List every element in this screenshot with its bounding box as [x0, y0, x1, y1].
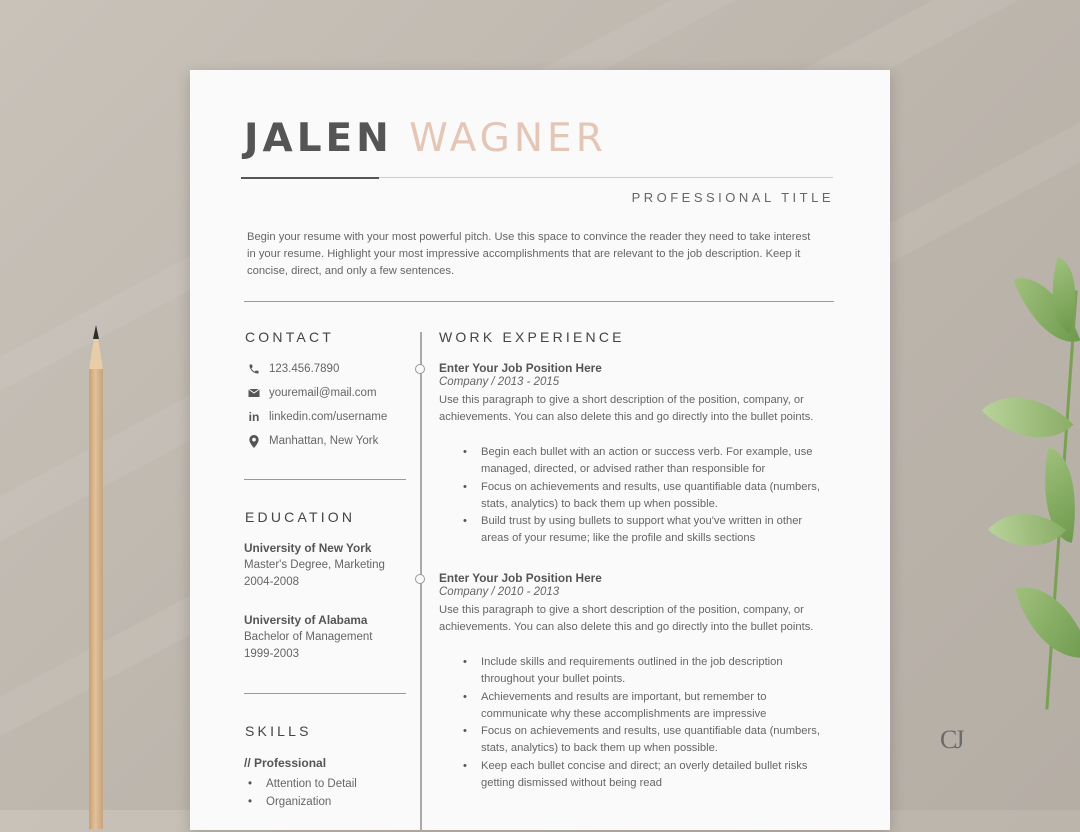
job-title: Enter Your Job Position Here — [439, 571, 602, 585]
job-company: Company / 2013 - 2015 — [439, 376, 560, 388]
job-description: Use this paragraph to give a short description of the position, company, or achievements. You can also delete this and go directly into the bullet points. — [439, 604, 814, 634]
first-name: JALEN — [244, 116, 393, 161]
bullet-item: • Begin each bullet with an action or success verb. For example, use managed, directed, or advised rather than responsible for — [463, 444, 823, 479]
contact-linkedin — [247, 408, 387, 426]
summary-divider — [244, 301, 834, 302]
bullet-item: • Keep each bullet concise and direct; an overly detailed bullet risks getting dismissed without being read — [463, 758, 823, 793]
job-title: Enter Your Job Position Here — [439, 361, 602, 375]
phone-icon — [247, 362, 261, 376]
timeline-dot — [415, 364, 425, 374]
contact-location-text: Manhattan, New York — [269, 435, 379, 447]
bullet-item: • Build trust by using bullets to support what you've written in other areas of your resume; like the profile and skills sections — [463, 513, 823, 548]
contact-email — [247, 384, 377, 402]
contact-email-text: youremail@mail.com — [269, 387, 377, 399]
plant-decoration — [990, 250, 1080, 690]
linkedin-icon: in — [248, 410, 260, 424]
bullet-item: • Include skills and requirements outlined in the job description throughout your bullet points. — [463, 654, 823, 689]
candidate-name — [244, 116, 607, 161]
education-degree: Bachelor of Management — [244, 631, 373, 643]
education-school: University of Alabama — [244, 613, 368, 627]
contact-phone — [247, 360, 339, 378]
location-icon — [247, 434, 261, 448]
bullet-item: • Achievements and results are important, but remember to communicate why these accomplishments are impressive — [463, 689, 823, 724]
contact-location — [247, 432, 378, 450]
job-bullets — [463, 654, 823, 792]
header-rule-dark — [241, 177, 379, 179]
job-company: Company / 2010 - 2013 — [439, 586, 560, 598]
contact-phone-text: 123.456.7890 — [269, 363, 340, 375]
professional-title: PROFESSIONAL TITLE — [631, 190, 834, 205]
job-description: Use this paragraph to give a short description of the position, company, or achievements. You can also delete this and go directly into the bullet points. — [439, 394, 814, 424]
pencil-decoration — [89, 325, 103, 825]
email-icon — [247, 386, 261, 400]
header-rule-accent — [379, 177, 833, 178]
skill-item: • Organization — [248, 796, 331, 808]
brand-logo: CJ — [940, 725, 962, 754]
education-school: University of New York — [244, 541, 372, 555]
skills-heading: SKILLS — [245, 723, 312, 739]
contact-heading: CONTACT — [245, 329, 335, 345]
contact-divider — [244, 479, 406, 480]
summary-paragraph: Begin your resume with your most powerful pitch. Use this space to convince the reader they need to take interest in your resume. Highlight your most impressive accomplishments that are relevant to the job description. Keep it concise, direct, and only a few sentences. — [247, 231, 811, 277]
work-heading: WORK EXPERIENCE — [439, 329, 625, 345]
education-divider — [244, 693, 406, 694]
timeline-dot — [415, 574, 425, 584]
bullet-item: • Focus on achievements and results, use quantifiable data (numbers, stats, analytics) to back them up when possible. — [463, 479, 823, 514]
resume-page — [190, 70, 890, 830]
education-heading: EDUCATION — [245, 509, 356, 525]
skills-category: // Professional — [244, 756, 327, 770]
education-years: 1999-2003 — [244, 648, 299, 660]
bullet-item: • Focus on achievements and results, use quantifiable data (numbers, stats, analytics) to back them up when possible. — [463, 723, 823, 758]
contact-linkedin-text: linkedin.com/username — [269, 411, 388, 423]
job-bullets — [463, 444, 823, 548]
education-years: 2004-2008 — [244, 576, 299, 588]
education-degree: Master's Degree, Marketing — [244, 559, 385, 571]
skill-item: • Attention to Detail — [248, 778, 357, 790]
last-name: WAGNER — [409, 116, 607, 161]
